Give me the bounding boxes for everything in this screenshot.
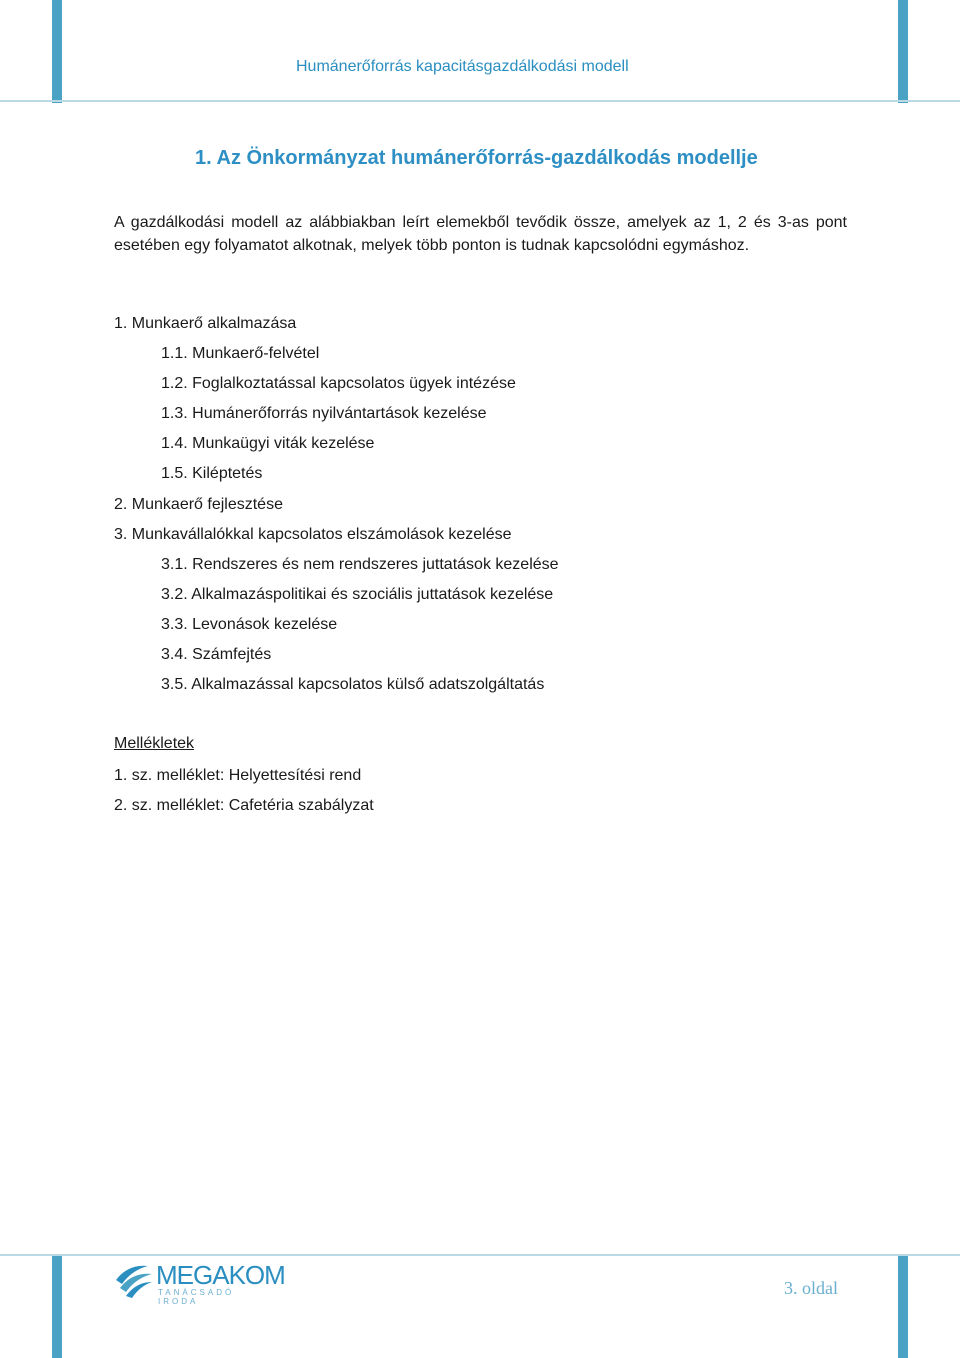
outline-item: 3.1. Rendszeres és nem rendszeres juttatások kezelése bbox=[161, 555, 559, 573]
outline-item: 2. Munkaerő fejlesztése bbox=[114, 495, 283, 513]
footer-rule bbox=[0, 1254, 960, 1256]
logo-name: MEGAKOM bbox=[156, 1260, 285, 1290]
footer-right-bar bbox=[898, 1256, 908, 1358]
megakom-logo bbox=[114, 1260, 285, 1306]
header-right-bar bbox=[898, 0, 908, 103]
logo-swoosh-icon bbox=[114, 1260, 154, 1298]
outline-item: 1.2. Foglalkoztatással kapcsolatos ügyek intézése bbox=[161, 375, 516, 393]
header-left-bar bbox=[52, 0, 62, 103]
annex-item: 2. sz. melléklet: Cafetéria szabályzat bbox=[114, 797, 374, 814]
intro-paragraph: A gazdálkodási modell az alábbiakban leírt elemekből tevődik össze, amelyek az 1, 2 és 3-as pont esetében egy folyamatot alkotnak, melyek több ponton is tudnak kapcsolódni egymáshoz. bbox=[114, 214, 847, 254]
outline-item: 1. Munkaerő alkalmazása bbox=[114, 315, 297, 332]
page-number: 3. oldal bbox=[784, 1278, 838, 1298]
running-header: Humánerőforrás kapacitásgazdálkodási modell bbox=[296, 58, 629, 75]
outline-item: 1.3. Humánerőforrás nyilvántartások kezelése bbox=[161, 405, 487, 423]
outline-item: 3. Munkavállalókkal kapcsolatos elszámolások kezelése bbox=[114, 525, 512, 543]
annex-list bbox=[114, 765, 374, 825]
outline-item: 3.3. Levonások kezelése bbox=[161, 615, 338, 633]
page-title: 1. Az Önkormányzat humánerőforrás-gazdálkodás modellje bbox=[195, 147, 758, 169]
outline-item: 3.4. Számfejtés bbox=[161, 646, 272, 664]
header-rule bbox=[0, 100, 960, 102]
footer-left-bar bbox=[52, 1256, 62, 1358]
outline-item: 3.2. Alkalmazáspolitikai és szociális juttatások kezelése bbox=[161, 585, 554, 603]
outline-item: 3.5. Alkalmazással kapcsolatos külső adatszolgáltatás bbox=[161, 676, 545, 694]
model-outline bbox=[114, 313, 559, 704]
outline-item: 1.1. Munkaerő-felvétel bbox=[161, 345, 320, 363]
logo-subtitle: TANÁCSADÓ IRODA bbox=[158, 1288, 235, 1306]
annex-heading: Mellékletek bbox=[114, 735, 195, 752]
outline-item: 1.5. Kiléptetés bbox=[161, 465, 263, 483]
annex-item: 1. sz. melléklet: Helyettesítési rend bbox=[114, 767, 362, 784]
outline-item: 1.4. Munkaügyi viták kezelése bbox=[161, 435, 375, 453]
